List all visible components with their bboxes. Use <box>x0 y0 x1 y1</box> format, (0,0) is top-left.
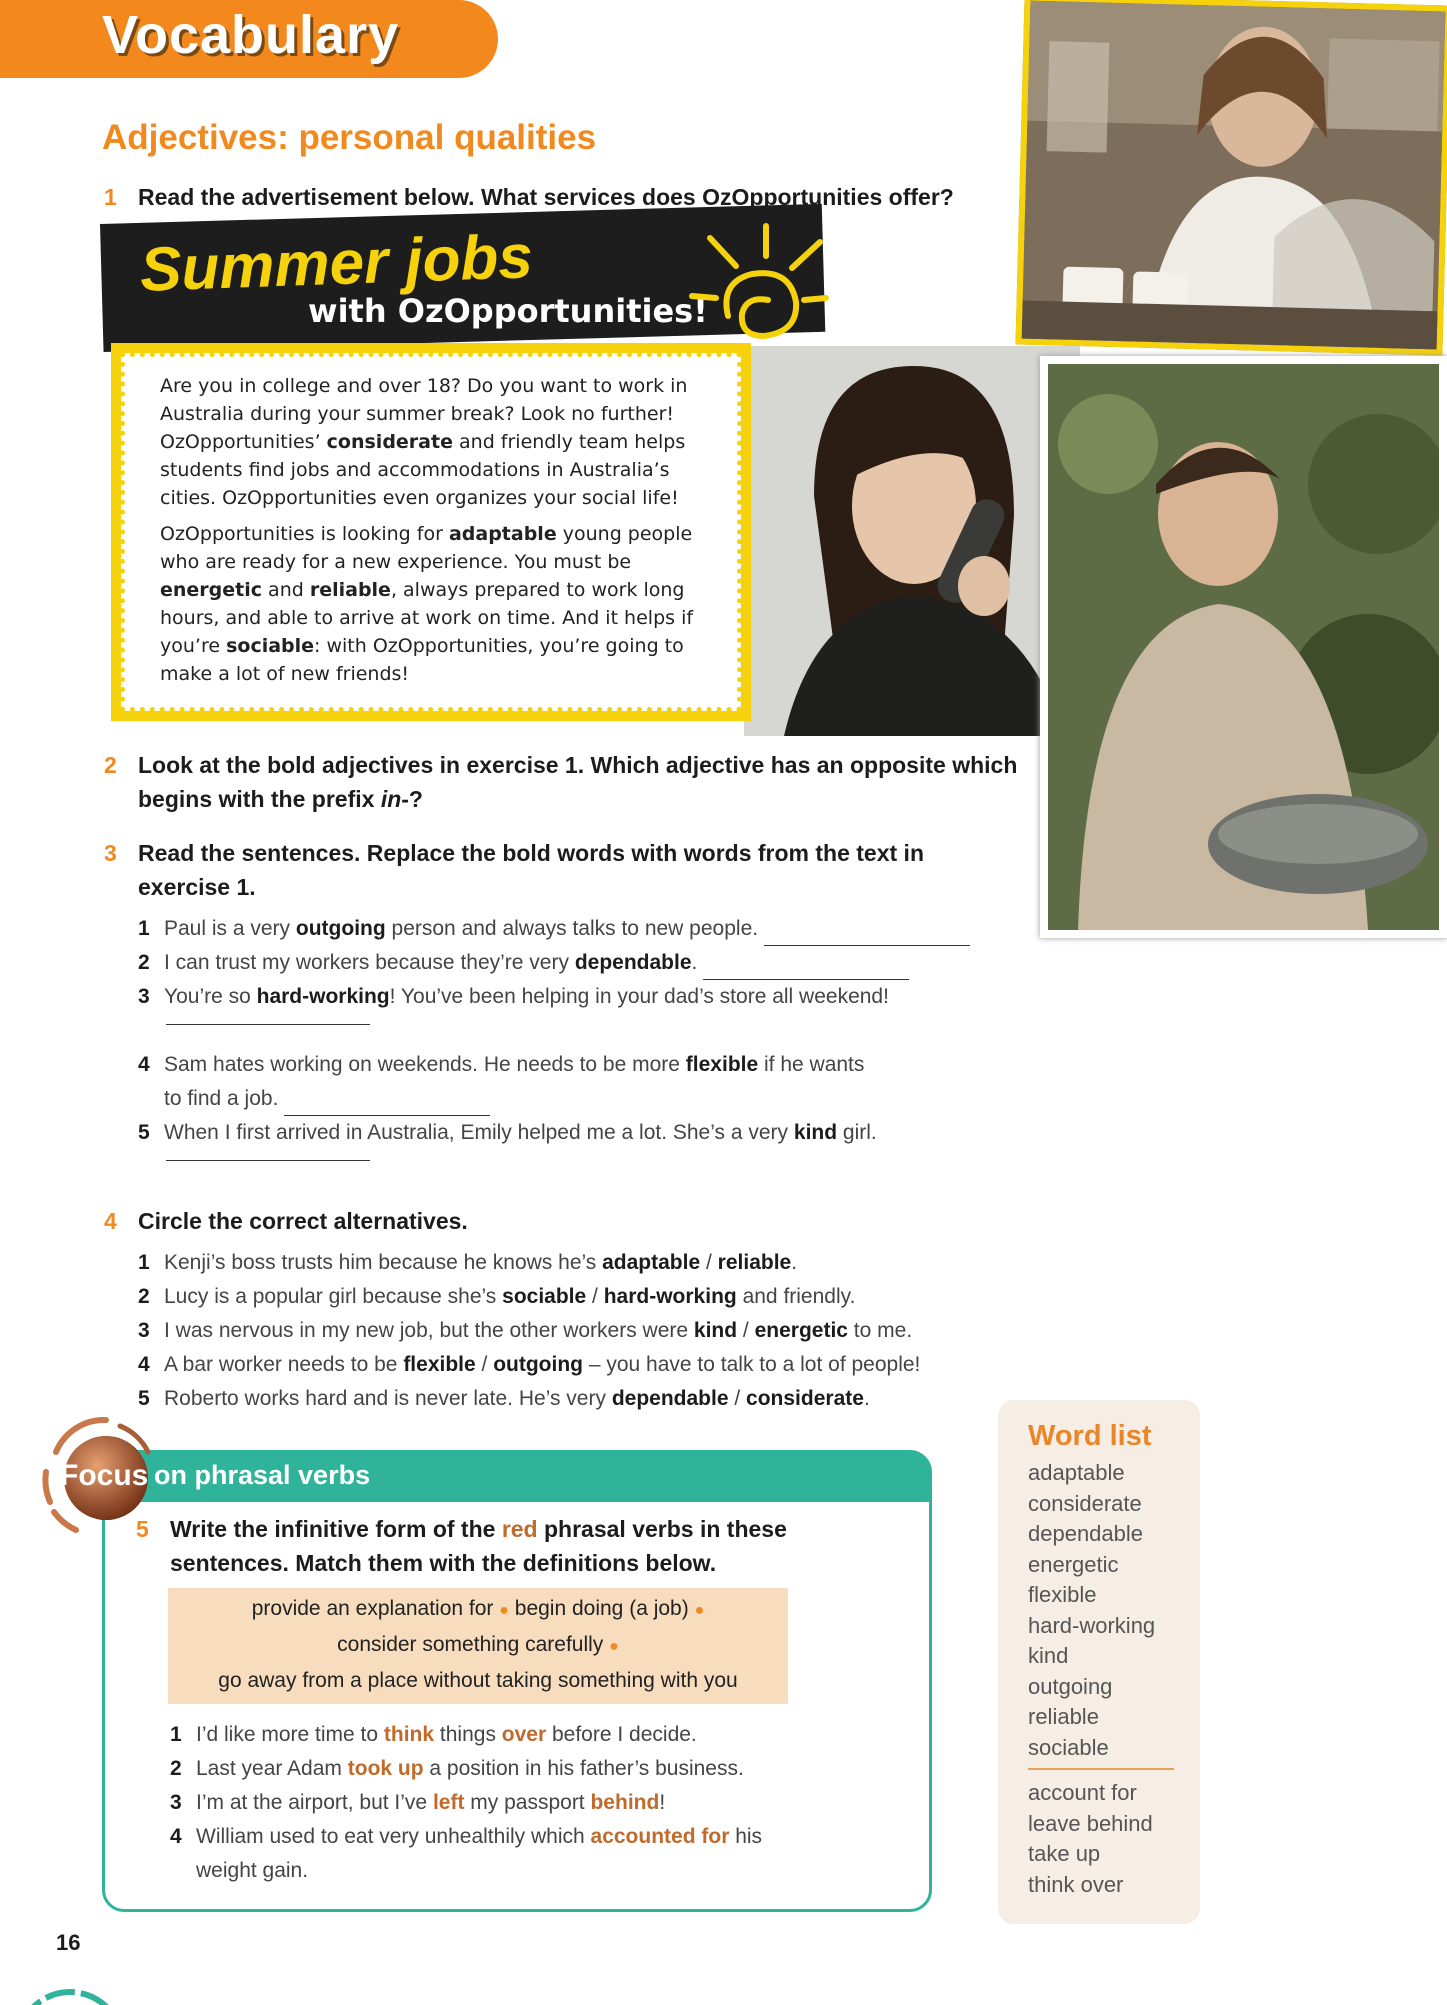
alternative-a[interactable]: kind <box>693 1319 738 1342</box>
alternative-b[interactable]: considerate <box>746 1387 864 1410</box>
word-list-item: kind <box>1028 1643 1069 1668</box>
ex3-item: 2 I can trust my workers because they’re very dependable. <box>164 946 1044 980</box>
alternative-b[interactable]: energetic <box>754 1319 848 1342</box>
word-list-item: take up <box>1028 1841 1101 1866</box>
alternative-a[interactable]: dependable <box>611 1387 729 1410</box>
alternative-a[interactable]: sociable <box>502 1285 587 1308</box>
page-title: Vocabulary <box>102 5 400 65</box>
ex5-item: 3 I’m at the airport, but I’ve left my passport behind! <box>170 1791 666 1814</box>
page-corner-arc-icon <box>14 1966 124 2005</box>
ex4-item: 4 A bar worker needs to be flexible / outgoing – you have to talk to a lot of people! <box>138 1353 921 1376</box>
section-heading: Adjectives: personal qualities <box>102 118 597 157</box>
exercise-2-instruction: 2 Look at the bold adjectives in exercise 1. Which adjective has an opposite which begins with the prefix in-? <box>138 748 1018 816</box>
alternative-b[interactable]: hard-working <box>603 1285 737 1308</box>
word-list-item: energetic <box>1028 1551 1119 1577</box>
ad-paragraph-1: Are you in college and over 18? Do you want to work in Australia during your summer break? Look no further! OzOpportunities’ considerate and friendly team helps students find jobs and accommodations in Australia’s cities. OzOpportunities even organizes your social life! <box>160 375 688 509</box>
alternative-b[interactable]: outgoing <box>493 1353 583 1376</box>
page-number: 16 <box>56 1930 81 1955</box>
answer-blank[interactable] <box>166 1160 370 1161</box>
focus-label: Focus <box>60 1459 149 1492</box>
word-list-item: think over <box>1028 1871 1124 1897</box>
focus-title: on phrasal verbs <box>154 1460 371 1490</box>
word-list-item: reliable <box>1028 1704 1099 1729</box>
ex4-item: 5 Roberto works hard and is never late. He’s very dependable / considerate. <box>138 1387 870 1410</box>
ad-paragraph-2: OzOpportunities is looking for adaptable young people who are ready for a new experience. You must be energetic and reliable, always prepared to work long hours, and able to arrive at work on time. And it helps if you’re sociable: with OzOpportunities, you’re going to make a lot of new friends! <box>160 523 694 685</box>
word-list-divider <box>1028 1768 1174 1770</box>
word-list-item: account for <box>1028 1780 1137 1805</box>
word-list-item: adaptable <box>1028 1460 1125 1485</box>
definitions-box: provide an explanation for ● begin doing (a job) ● consider something carefully ● go away from a place without taking something with you <box>168 1588 788 1704</box>
ad-subtitle: with OzOpportunities! <box>308 292 708 330</box>
ex3-item: 4 Sam hates working on weekends. He needs to be more flexible if he wants to find a job. <box>164 1048 1044 1116</box>
ex4-item: 3 I was nervous in my new job, but the other workers were kind / energetic to me. <box>138 1319 913 1342</box>
word-list-item: considerate <box>1028 1490 1142 1516</box>
photo-cafe-worker <box>1015 0 1447 356</box>
ex4-item: 2 Lucy is a popular girl because she’s sociable / hard-working and friendly. <box>138 1285 856 1308</box>
exercise-number: 5 <box>136 1516 149 1542</box>
ex3-item: 5 When I first arrived in Australia, Emily helped me a lot. She’s a very kind girl. <box>138 1121 877 1144</box>
word-list-item: flexible <box>1028 1582 1097 1607</box>
photo-man-with-plant <box>1040 356 1447 938</box>
exercise-number: 1 <box>104 184 117 210</box>
ex4-item: 1 Kenji’s boss trusts him because he knows he’s adaptable / reliable. <box>138 1251 798 1274</box>
word-list-item: sociable <box>1028 1734 1109 1760</box>
photo-woman-on-phone <box>744 346 1080 736</box>
answer-blank[interactable] <box>764 922 970 946</box>
instruction-text: Read the advertisement below. What services does OzOpportunities offer? <box>138 184 954 210</box>
ad-title: Summer jobs <box>138 222 534 305</box>
answer-blank[interactable] <box>703 956 909 980</box>
word-list-title: Word list <box>1028 1420 1152 1452</box>
exercise-number: 2 <box>104 752 117 778</box>
alternative-b[interactable]: reliable <box>717 1251 792 1274</box>
ex5-item: 2 Last year Adam took up a position in his father’s business. <box>170 1757 744 1780</box>
ex5-item: 4 William used to eat very unhealthily which accounted for his weight gain. <box>170 1825 763 1882</box>
answer-blank[interactable] <box>284 1092 490 1116</box>
ex3-item: 3 You’re so hard-working! You’ve been helping in your dad’s store all weekend! <box>138 985 889 1008</box>
exercise-3-instruction: 3 Read the sentences. Replace the bold words with words from the text in exercise 1. <box>138 836 1018 904</box>
word-list-item: leave behind <box>1028 1810 1153 1836</box>
exercise-1-instruction <box>104 180 1018 214</box>
word-list-item: dependable <box>1028 1521 1144 1546</box>
word-list-phrasal <box>1028 1778 1153 1900</box>
word-list-item: outgoing <box>1028 1673 1113 1699</box>
alternative-a[interactable]: flexible <box>403 1353 476 1376</box>
exercise-number: 4 <box>104 1208 117 1234</box>
exercise-number: 3 <box>104 840 117 866</box>
answer-blank[interactable] <box>166 1024 370 1025</box>
sun-icon <box>680 222 830 352</box>
exercise-5-instruction: 5 Write the infinitive form of the red phrasal verbs in these sentences. Match them with the definitions below. <box>170 1512 890 1580</box>
word-list-adjectives <box>1028 1458 1155 1763</box>
exercise-4-instruction: 4 Circle the correct alternatives. <box>138 1204 1018 1238</box>
ad-text <box>160 372 720 696</box>
alternative-a[interactable]: adaptable <box>602 1251 701 1274</box>
ex3-item: 1 Paul is a very outgoing person and always talks to new people. <box>164 912 1044 946</box>
word-list-item: hard-working <box>1028 1612 1156 1638</box>
ex5-item: 1 I’d like more time to think things over before I decide. <box>170 1723 697 1746</box>
